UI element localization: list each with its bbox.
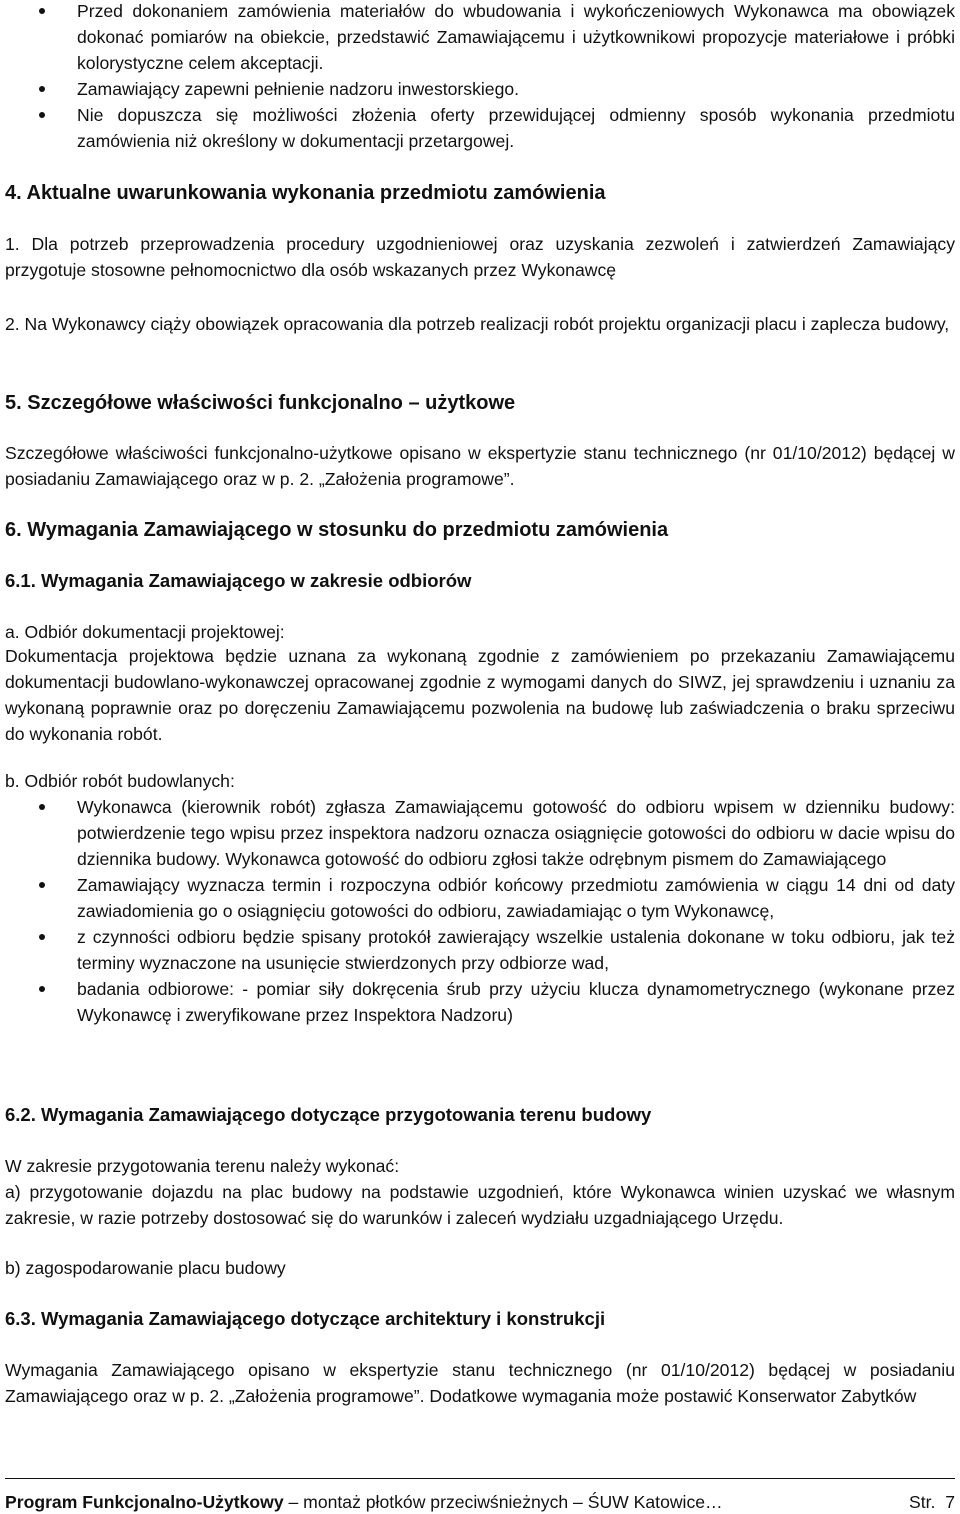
section62-a: a) przygotowanie dojazdu na plac budowy na podstawie uzgodnień, które Wykonawca winien uzyskać we własnym zakresie, w razie potrzeby dostosować się do warunków i zaleceń wydziału uzgadniającego Urzędu. [5, 1182, 955, 1228]
bullet-icon [39, 986, 45, 992]
section5-text: Szczegółowe właściwości funkcjonalno-użytkowe opisano w ekspertyzie stanu technicznego (nr 01/10/2012) będącej w posiadaniu Zamawiającego oraz w p. 2. „Założenia programowe”. [5, 443, 955, 489]
bullet-icon [39, 8, 45, 14]
bullet-icon [39, 882, 45, 888]
section61-a-text: Dokumentacja projektowa będzie uznana za wykonaną zgodnie z zamówieniem po przekazaniu Zamawiającemu dokumentacji budowlano-wykonawczej opracowanej zgodnie z wymogami danych do SIWZ, jej sprawdzeniu i uznaniu za wykonaną poprawnie oraz po doręczeniu Zamawiającemu pozwolenia na budowę lub zaświadczenia o braku sprzeciwu do wykonania robót. [5, 646, 955, 744]
section61-b-label: b. Odbiór robót budowlanych: [5, 771, 235, 791]
section4-item2: 2. Na Wykonawcy ciąży obowiązek opracowania dla potrzeb realizacji robót projektu organizacji placu i zaplecza budowy, [5, 314, 950, 334]
section62-heading: 6.2. Wymagania Zamawiającego dotyczące przygotowania terenu budowy [5, 1104, 652, 1125]
section62-b: b) zagospodarowanie placu budowy [5, 1258, 286, 1278]
section61-a-label: a. Odbiór dokumentacji projektowej: [5, 622, 285, 642]
b-bullet-list [5, 794, 955, 1028]
section4-heading: 4. Aktualne uwarunkowania wykonania przedmiotu zamówienia [5, 182, 606, 204]
list-item: Wykonawca (kierownik robót) zgłasza Zamawiającemu gotowość do odbioru wpisem w dzienniku budowy: potwierdzenie tego wpisu przez inspektora nadzoru oznacza osiągnięcie gotowości do odbioru w dacie wpisu do dziennika budowy. Wykonawca gotowość do odbioru zgłosi także odrębnym pismem do Zamawiającego [5, 794, 955, 872]
list-item: badania odbiorowe: - pomiar siły dokręcenia śrub przy użyciu klucza dynamometrycznego (wykonane przez Wykonawcę i zweryfikowane przez Inspektora Nadzoru) [5, 976, 955, 1028]
section62-intro: W zakresie przygotowania terenu należy wykonać: [5, 1156, 400, 1176]
footer-title-bold: Program Funkcjonalno-Użytkowy [5, 1492, 284, 1512]
list-item: Przed dokonaniem zamówienia materiałów do wbudowania i wykończeniowych Wykonawca ma obowiązek dokonać pomiarów na obiekcie, przedstawić Zamawiającemu i użytkownikowi propozycje materiałowe i próbki kolorystyczne celem akceptacji. [5, 0, 955, 76]
footer-page-number: Str. 7 [909, 1492, 955, 1512]
section63-heading: 6.3. Wymagania Zamawiającego dotyczące architektury i konstrukcji [5, 1308, 606, 1329]
section63-text: Wymagania Zamawiającego opisano w ekspertyzie stanu technicznego (nr 01/10/2012) będącej w posiadaniu Zamawiającego oraz w p. 2. „Założenia programowe”. Dodatkowe wymagania może postawić Konserwator Zabytków [5, 1360, 955, 1406]
footer-title [5, 1491, 723, 1513]
section5-heading: 5. Szczegółowe właściwości funkcjonalno – użytkowe [5, 392, 516, 414]
section4-item1: 1. Dla potrzeb przeprowadzenia procedury uzgodnieniowej oraz uzyskania zezwoleń i zatwierdzeń Zamawiający przygotuje stosowne pełnomocnictwo dla osób wskazanych przez Wykonawcę [5, 234, 955, 280]
list-item: z czynności odbioru będzie spisany protokół zawierający wszelkie ustalenia dokonane w toku odbioru, jak też terminy wyznaczone na usunięcie stwierdzonych przy odbiorze wad, [5, 924, 955, 976]
bullet-icon [39, 86, 45, 92]
footer-title-rest: – montaż płotków przeciwśnieżnych – ŚUW Katowice… [283, 1492, 723, 1512]
section6-heading: 6. Wymagania Zamawiającego w stosunku do przedmiotu zamówienia [5, 519, 669, 541]
list-item: Zamawiający zapewni pełnienie nadzoru inwestorskiego. [5, 76, 955, 102]
list-item: Nie dopuszcza się możliwości złożenia oferty przewidującej odmienny sposób wykonania przedmiotu zamówienia niż określony w dokumentacji przetargowej. [5, 102, 955, 154]
bullet-icon [39, 804, 45, 810]
bullet-icon [39, 112, 45, 118]
bullet-icon [39, 934, 45, 940]
section61-heading: 6.1. Wymagania Zamawiającego w zakresie odbiorów [5, 570, 472, 591]
top-bullet-list [5, 0, 955, 154]
list-item: Zamawiający wyznacza termin i rozpoczyna odbiór końcowy przedmiotu zamówienia w ciągu 14 dni od daty zawiadomienia go o osiągnięciu gotowości do odbioru, zawiadamiając o tym Wykonawcę, [5, 872, 955, 924]
page-footer [5, 1478, 955, 1512]
